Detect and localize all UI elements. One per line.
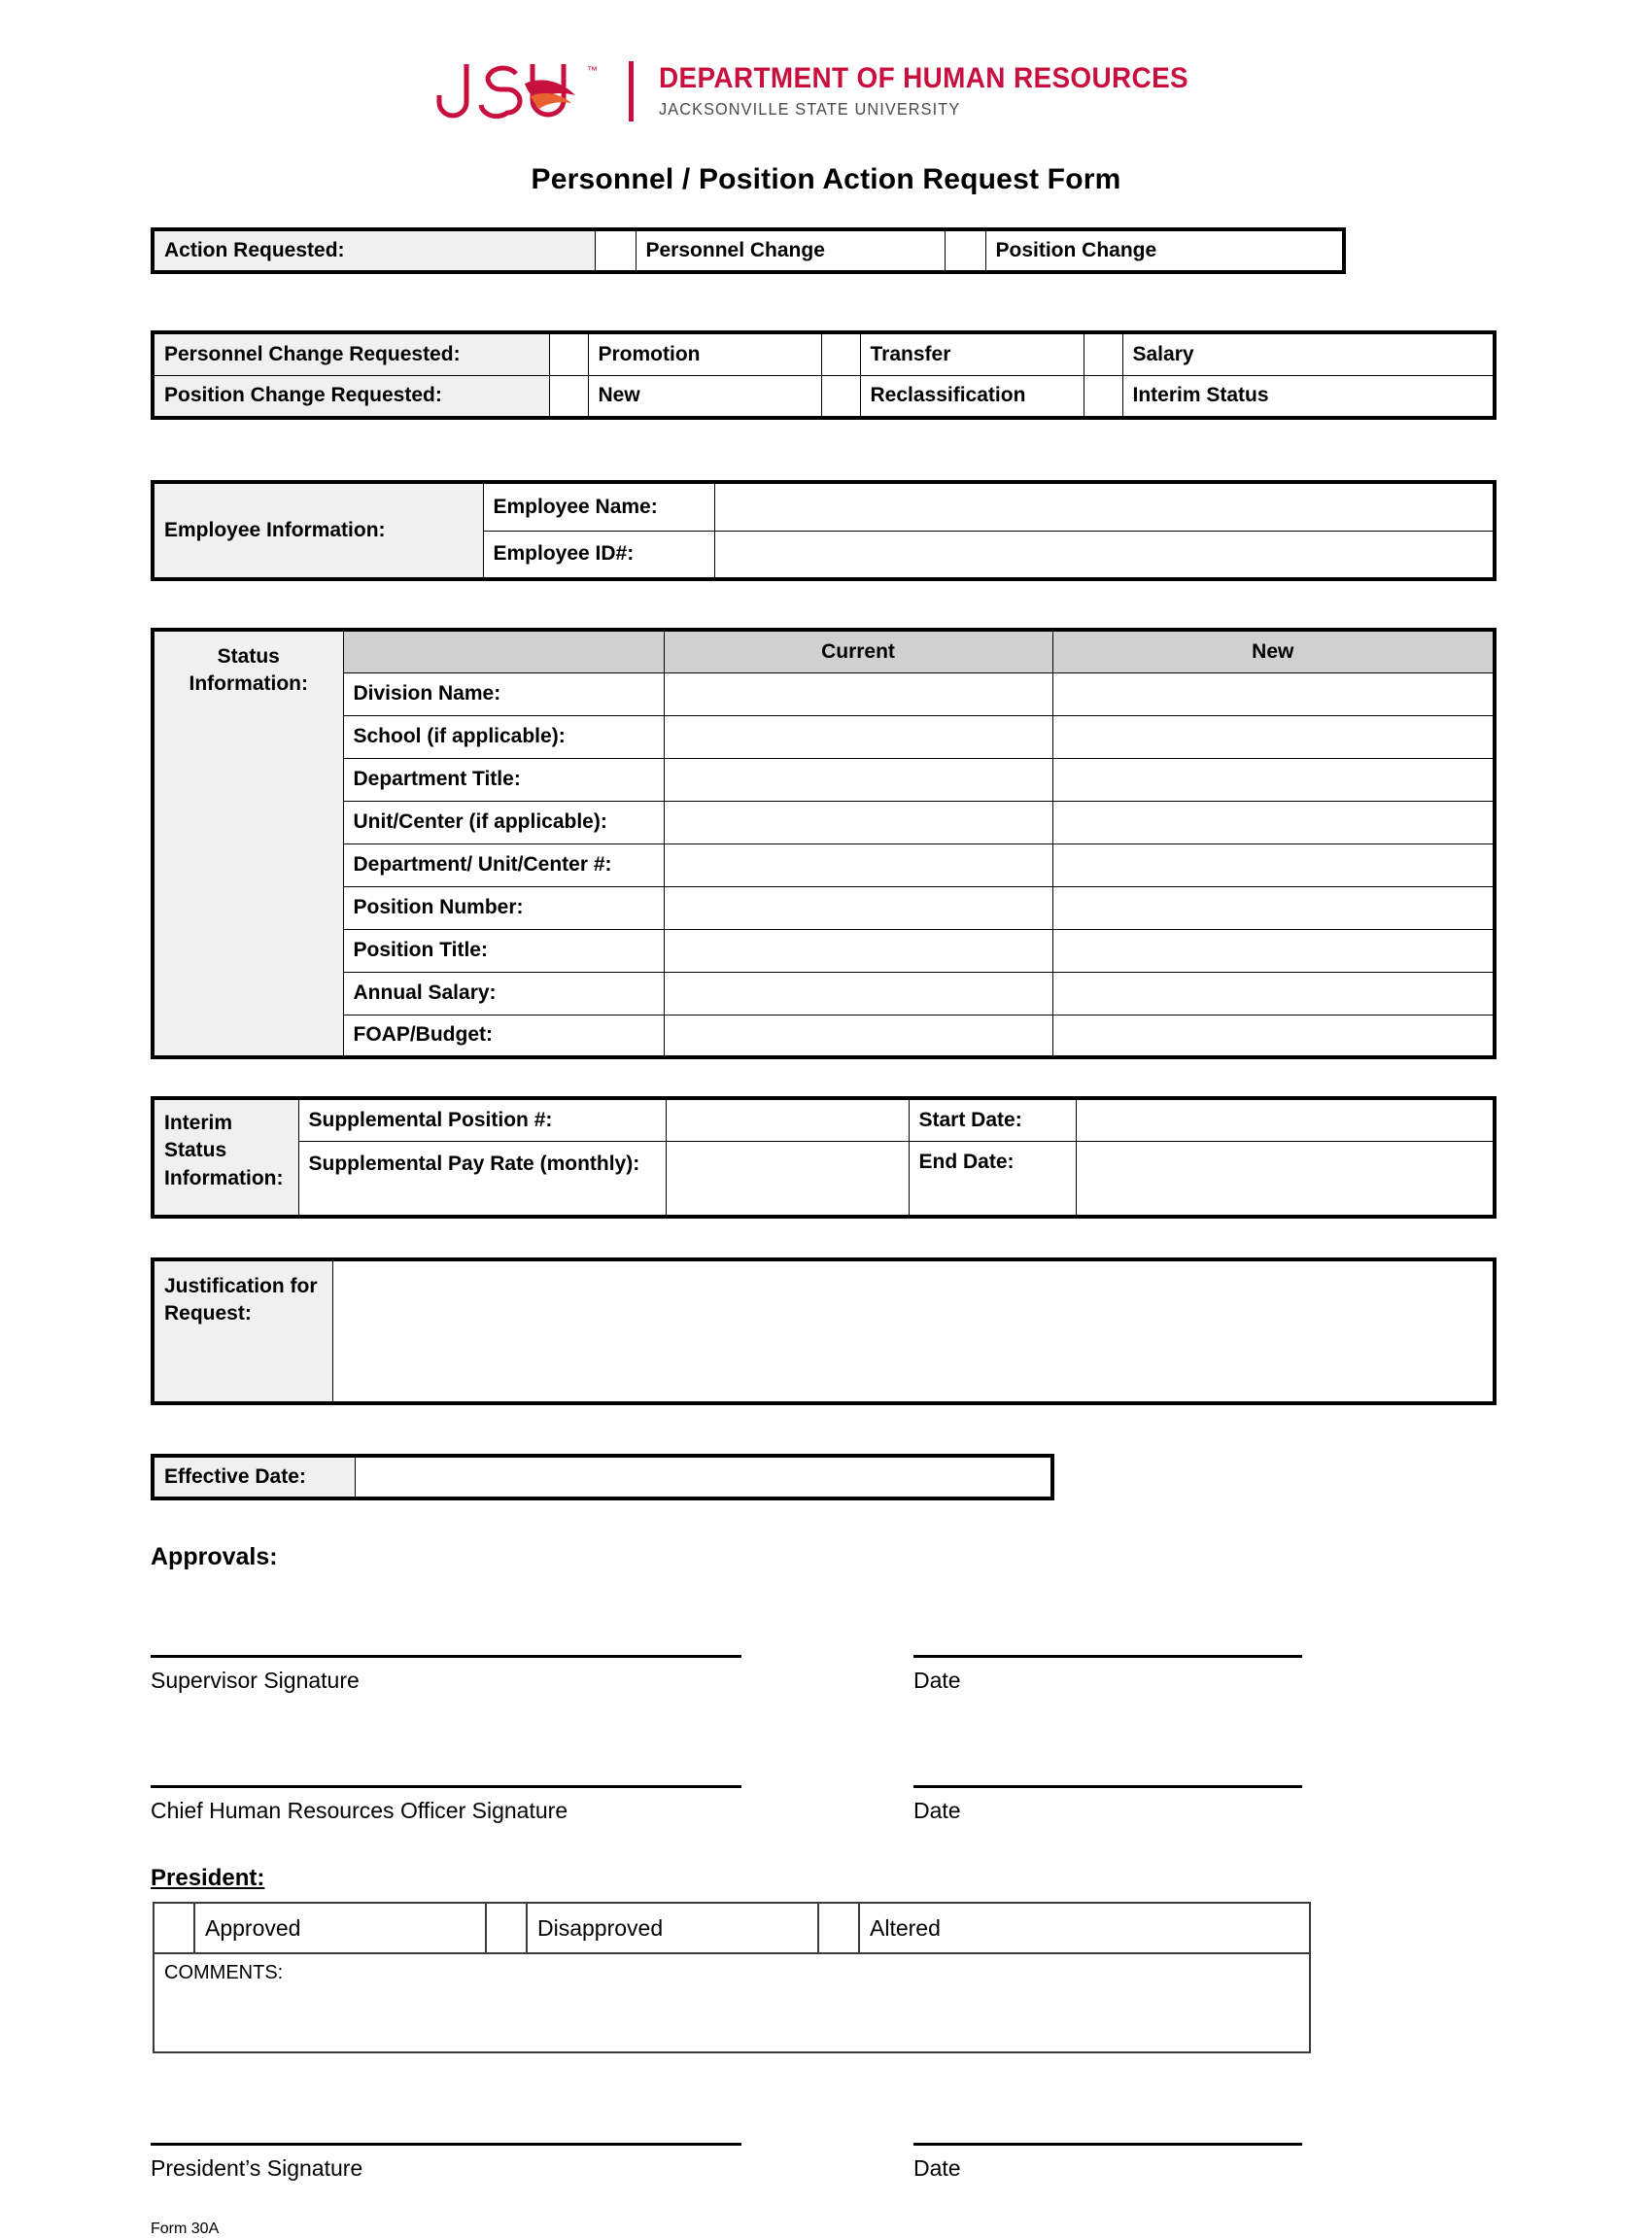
checkbox-promotion[interactable] [549, 332, 588, 375]
supplemental-position-input[interactable] [666, 1098, 909, 1141]
current-position-title[interactable] [664, 929, 1052, 972]
justification-section [151, 1257, 1652, 1405]
brand-text [659, 63, 1228, 120]
president-heading: President: [151, 1865, 265, 1891]
chro-date-label: Date [913, 1798, 961, 1823]
svg-text:™: ™ [586, 65, 598, 77]
option-salary: Salary [1122, 332, 1495, 375]
table-row [153, 630, 1495, 672]
table-row [153, 801, 1495, 844]
option-new: New [588, 375, 821, 418]
jsu-logo-icon [424, 56, 603, 126]
new-position-number[interactable] [1052, 886, 1495, 929]
option-altered: Altered [859, 1903, 1310, 1953]
effective-date-label: Effective Date: [153, 1456, 355, 1498]
new-division-name[interactable] [1052, 672, 1495, 715]
new-unit-center[interactable] [1052, 801, 1495, 844]
table-row [153, 844, 1495, 886]
row-label-annual-salary: Annual Salary: [343, 972, 664, 1015]
president-date-label: Date [913, 2155, 961, 2181]
comments-label: COMMENTS: [164, 1962, 284, 1983]
action-requested-label: Action Requested: [153, 229, 595, 272]
new-annual-salary[interactable] [1052, 972, 1495, 1015]
current-division-name[interactable] [664, 672, 1052, 715]
department-title: DEPARTMENT OF HUMAN RESOURCES [658, 62, 1189, 95]
change-requested-table [151, 330, 1497, 420]
employee-name-input[interactable] [714, 482, 1495, 531]
table-row [153, 332, 1495, 375]
approvals-heading: Approvals: [151, 1543, 278, 1570]
chro-date-block [913, 1735, 1302, 1824]
justification-table [151, 1257, 1497, 1405]
start-date-label: Start Date: [909, 1098, 1076, 1141]
table-row [153, 482, 1495, 531]
change-requested-section [151, 330, 1652, 420]
president-date-block [913, 2092, 1302, 2182]
table-row [153, 229, 1344, 272]
chro-date-line[interactable] [913, 1785, 1302, 1788]
interim-status-section [151, 1096, 1652, 1219]
table-row [153, 886, 1495, 929]
checkbox-approved[interactable] [154, 1903, 194, 1953]
start-date-input[interactable] [1076, 1098, 1495, 1141]
supplemental-pay-rate-input[interactable] [666, 1141, 909, 1217]
row-label-department-title: Department Title: [343, 758, 664, 801]
table-row [153, 375, 1495, 418]
table-row [153, 1456, 1052, 1498]
supplemental-pay-rate-label: Supplemental Pay Rate (monthly): [298, 1141, 666, 1217]
row-label-position-number: Position Number: [343, 886, 664, 929]
personnel-change-label: Personnel Change Requested: [153, 332, 549, 375]
checkbox-disapproved[interactable] [486, 1903, 527, 1953]
status-new-header: New [1052, 630, 1495, 672]
employee-information-label: Employee Information: [153, 482, 483, 579]
chro-signature-line[interactable] [151, 1785, 741, 1788]
table-row [153, 1015, 1495, 1057]
president-comments-field[interactable] [154, 1953, 1310, 2052]
supplemental-position-label: Supplemental Position #: [298, 1098, 666, 1141]
checkbox-transfer[interactable] [821, 332, 860, 375]
checkbox-interim-status[interactable] [1084, 375, 1122, 418]
table-row [153, 715, 1495, 758]
new-department-title[interactable] [1052, 758, 1495, 801]
supervisor-signature-row [151, 1604, 1652, 1713]
table-row [154, 1903, 1310, 1953]
checkbox-reclassification[interactable] [821, 375, 860, 418]
option-interim-status: Interim Status [1122, 375, 1495, 418]
row-label-position-title: Position Title: [343, 929, 664, 972]
row-label-foap-budget: FOAP/Budget: [343, 1015, 664, 1057]
checkbox-altered[interactable] [818, 1903, 859, 1953]
status-information-label: Status Information: [153, 630, 343, 1057]
action-requested-section [151, 227, 1652, 274]
status-blank-header [343, 630, 664, 672]
option-position-change: Position Change [985, 229, 1344, 272]
employee-name-label: Employee Name: [483, 482, 714, 531]
brand-header [0, 0, 1652, 126]
option-reclassification: Reclassification [860, 375, 1084, 418]
employee-information-table [151, 480, 1497, 581]
president-date-line[interactable] [913, 2143, 1302, 2146]
current-department-title[interactable] [664, 758, 1052, 801]
status-information-section [151, 628, 1652, 1059]
row-label-department-unit-number: Department/ Unit/Center #: [343, 844, 664, 886]
justification-label: Justification for Request: [153, 1259, 332, 1403]
checkbox-new[interactable] [549, 375, 588, 418]
interim-status-label: Interim Status Information: [153, 1098, 298, 1217]
university-name: JACKSONVILLE STATE UNIVERSITY [658, 98, 961, 119]
justification-input[interactable] [332, 1259, 1495, 1403]
table-row [154, 1953, 1310, 2052]
employee-information-section [151, 480, 1652, 581]
supervisor-signature-label: Supervisor Signature [151, 1668, 360, 1693]
row-label-unit-center: Unit/Center (if applicable): [343, 801, 664, 844]
employee-id-input[interactable] [714, 531, 1495, 579]
new-position-title[interactable] [1052, 929, 1495, 972]
chro-signature-row [151, 1735, 1652, 1843]
option-transfer: Transfer [860, 332, 1084, 375]
current-unit-center[interactable] [664, 801, 1052, 844]
new-foap-budget[interactable] [1052, 1015, 1495, 1057]
president-signature-row [151, 2092, 1652, 2201]
president-signature-line[interactable] [151, 2143, 741, 2146]
chro-signature-block [151, 1735, 741, 1824]
end-date-label: End Date: [909, 1141, 1076, 1217]
current-foap-budget[interactable] [664, 1015, 1052, 1057]
supervisor-date-line[interactable] [913, 1655, 1302, 1658]
table-row [153, 1141, 1495, 1217]
supervisor-signature-block [151, 1604, 741, 1694]
current-annual-salary[interactable] [664, 972, 1052, 1015]
new-school[interactable] [1052, 715, 1495, 758]
row-label-division-name: Division Name: [343, 672, 664, 715]
option-approved: Approved [194, 1903, 486, 1953]
checkbox-personnel-change[interactable] [595, 229, 636, 272]
table-row [153, 1098, 1495, 1141]
chro-signature-label: Chief Human Resources Officer Signature [151, 1798, 568, 1823]
checkbox-position-change[interactable] [945, 229, 985, 272]
president-decision-table [153, 1902, 1311, 2053]
table-row [153, 972, 1495, 1015]
table-row [153, 1259, 1495, 1403]
supervisor-signature-line[interactable] [151, 1655, 741, 1658]
position-change-label: Position Change Requested: [153, 375, 549, 418]
effective-date-input[interactable] [355, 1456, 1052, 1498]
option-promotion: Promotion [588, 332, 821, 375]
end-date-input[interactable] [1076, 1141, 1495, 1217]
current-school[interactable] [664, 715, 1052, 758]
option-disapproved: Disapproved [527, 1903, 818, 1953]
president-signature-label: President’s Signature [151, 2155, 363, 2181]
president-signature-block [151, 2092, 741, 2182]
interim-status-table [151, 1096, 1497, 1219]
table-row [153, 758, 1495, 801]
logo-divider [629, 61, 634, 121]
row-label-school: School (if applicable): [343, 715, 664, 758]
checkbox-salary[interactable] [1084, 332, 1122, 375]
table-row [153, 929, 1495, 972]
current-position-number[interactable] [664, 886, 1052, 929]
current-department-unit-number[interactable] [664, 844, 1052, 886]
effective-date-section [151, 1454, 1652, 1500]
new-department-unit-number[interactable] [1052, 844, 1495, 886]
page-title: Personnel / Position Action Request Form [531, 163, 1121, 195]
option-personnel-change: Personnel Change [636, 229, 945, 272]
supervisor-date-block [913, 1604, 1302, 1694]
action-requested-table [151, 227, 1346, 274]
status-current-header: Current [664, 630, 1052, 672]
employee-id-label: Employee ID#: [483, 531, 714, 579]
effective-date-table [151, 1454, 1054, 1500]
form-code: Form 30A [151, 2221, 220, 2237]
status-information-table [151, 628, 1497, 1059]
table-row [153, 672, 1495, 715]
supervisor-date-label: Date [913, 1668, 961, 1693]
